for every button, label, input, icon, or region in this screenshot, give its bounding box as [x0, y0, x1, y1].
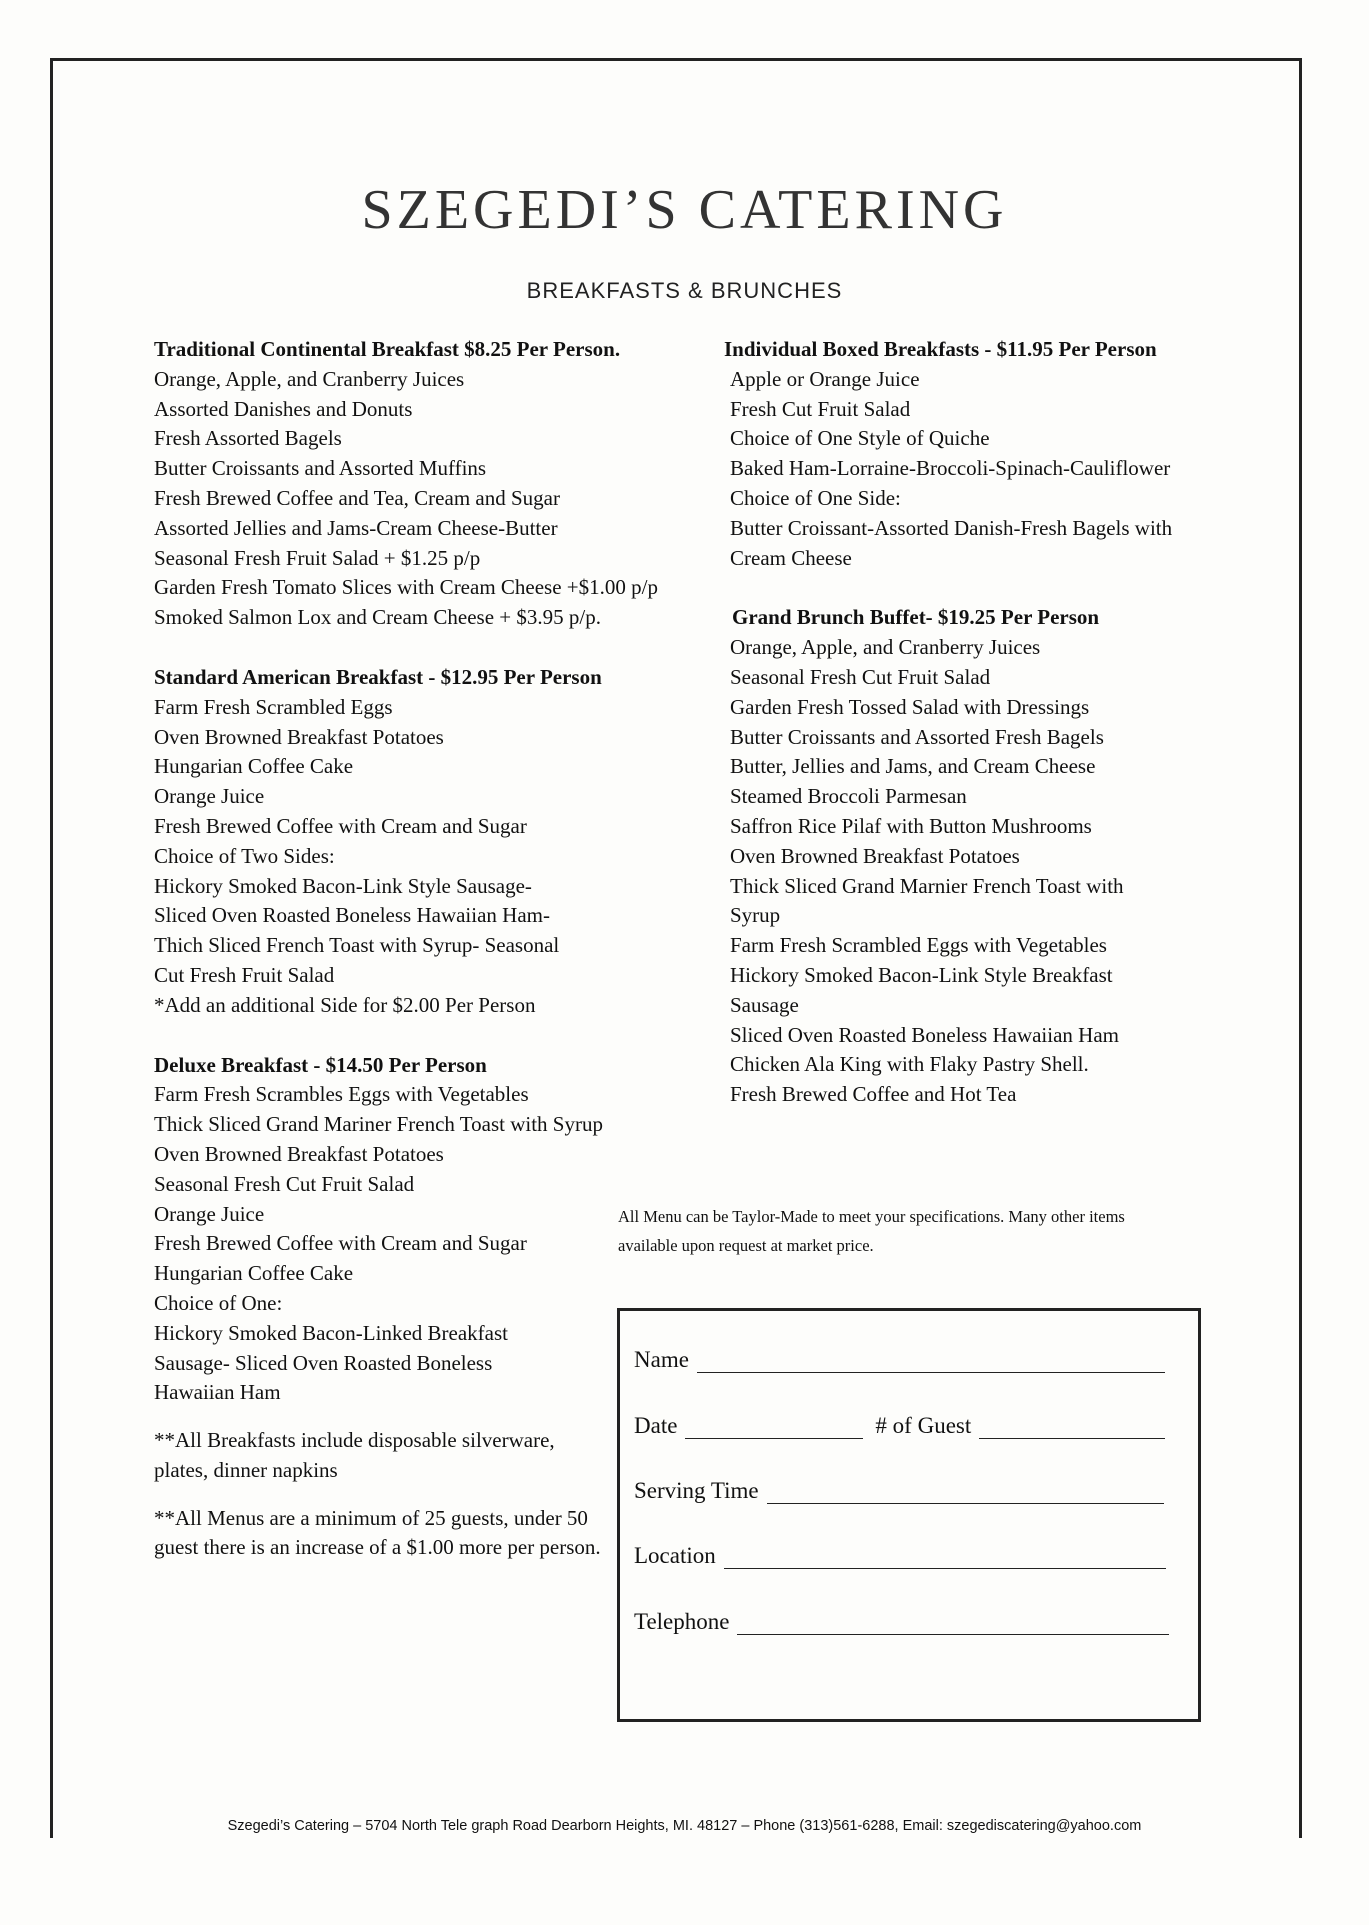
page-title: SZEGEDI’S CATERING: [361, 179, 1008, 241]
menu-item: Assorted Danishes and Donuts: [154, 396, 413, 421]
menu-item: Seasonal Fresh Cut Fruit Salad: [730, 664, 991, 689]
menu-item: Hickory Smoked Bacon-Linked Breakfast: [154, 1320, 508, 1345]
date-field[interactable]: [685, 1416, 863, 1439]
date-label: Date: [634, 1413, 678, 1438]
menu-item: Thich Sliced French Toast with Syrup- Seasonal: [154, 933, 560, 958]
menu-item: Chicken Ala King with Flaky Pastry Shell.: [730, 1052, 1089, 1077]
american-heading: Standard American Breakfast - $12.95 Per Person: [154, 664, 602, 689]
menu-item: Fresh Assorted Bagels: [154, 426, 342, 451]
continental-heading: Traditional Continental Breakfast $8.25 Per Person.: [154, 337, 621, 361]
menu-item: Fresh Cut Fruit Salad: [730, 396, 911, 421]
menu-item: Fresh Brewed Coffee with Cream and Sugar: [154, 813, 527, 838]
menu-item: Farm Fresh Scrambled Eggs: [154, 694, 393, 719]
menu-item: Hungarian Coffee Cake: [154, 754, 354, 779]
menu-item: Thick Sliced Grand Mariner French Toast with Syrup: [154, 1112, 603, 1137]
boxed-heading: Individual Boxed Breakfasts - $11.95 Per Person: [724, 337, 1157, 361]
menu-item: Orange, Apple, and Cranberry Juices: [730, 635, 1041, 660]
menu-item: Choice of Two Sides:: [154, 843, 335, 868]
american-list: [154, 693, 714, 1021]
menu-item: Orange Juice: [154, 1201, 265, 1226]
menu-item: Fresh Brewed Coffee and Hot Tea: [730, 1082, 1017, 1107]
name-label: Name: [634, 1347, 689, 1372]
brunch-heading: Grand Brunch Buffet- $19.25 Per Person: [732, 605, 1100, 630]
menu-item: Hawaiian Ham: [154, 1380, 281, 1405]
location-row: [634, 1543, 1166, 1569]
boxed-list: [724, 365, 1214, 574]
location-label: Location: [634, 1543, 716, 1568]
menu-item: Fresh Brewed Coffee and Tea, Cream and Sugar: [154, 485, 560, 510]
menu-item: Garden Fresh Tossed Salad with Dressings: [730, 694, 1090, 719]
menu-item: Butter Croissant-Assorted Danish-Fresh Bagels with Cream Cheese: [730, 515, 1173, 570]
deluxe-heading: Deluxe Breakfast - $14.50 Per Person: [154, 1052, 487, 1077]
menu-item: Butter Croissants and Assorted Muffins: [154, 456, 487, 481]
serving-time-row: [634, 1478, 1164, 1504]
right-column: [724, 335, 1214, 1110]
footer-contact: Szegedi’s Catering – 5704 North Tele graph Road Dearborn Heights, MI. 48127 – Phone (313)561-6288, Email: szegediscatering@yahoo.com: [227, 1818, 1142, 1834]
menu-item: Hickory Smoked Bacon-Link Style Breakfast Sausage: [730, 962, 1113, 1017]
name-field[interactable]: [697, 1350, 1165, 1373]
menu-item: Choice of One:: [154, 1290, 283, 1315]
menu-item: Steamed Broccoli Parmesan: [730, 784, 967, 809]
menu-item: Butter Croissants and Assorted Fresh Bagels: [730, 724, 1104, 749]
order-form: [617, 1308, 1201, 1722]
menu-item: Orange, Apple, and Cranberry Juices: [154, 366, 465, 391]
menu-item: Thick Sliced Grand Marnier French Toast with Syrup: [730, 873, 1124, 928]
menu-item: Apple or Orange Juice: [730, 366, 920, 391]
minimum-guests-note: **All Menus are a minimum of 25 guests, under 50 guest there is an increase of a $1.00 more per person.: [154, 1505, 601, 1560]
menu-item: Assorted Jellies and Jams-Cream Cheese-Butter: [154, 515, 558, 540]
continental-list: [154, 365, 714, 633]
silverware-note: **All Breakfasts include disposable silverware, plates, dinner napkins: [154, 1428, 555, 1482]
menu-item: Oven Browned Breakfast Potatoes: [730, 843, 1020, 868]
menu-item: Hungarian Coffee Cake: [154, 1261, 354, 1286]
brunch-list: [724, 633, 1150, 1110]
menu-item: Farm Fresh Scrambled Eggs with Vegetables: [730, 933, 1107, 958]
telephone-field[interactable]: [737, 1612, 1169, 1635]
telephone-label: Telephone: [634, 1609, 730, 1634]
menu-item: Smoked Salmon Lox and Cream Cheese + $3.95 p/p.: [154, 605, 601, 630]
menu-item: Sliced Oven Roasted Boneless Hawaiian Ham: [730, 1022, 1119, 1047]
menu-item: Choice of One Style of Quiche: [730, 426, 990, 451]
menu-item: *Add an additional Side for $2.00 Per Person: [154, 992, 536, 1017]
menu-item: Choice of One Side:: [730, 485, 901, 510]
menu-item: Baked Ham-Lorraine-Broccoli-Spinach-Cauliflower: [730, 456, 1171, 481]
menu-item: Saffron Rice Pilaf with Button Mushrooms: [730, 813, 1092, 838]
menu-item: Garden Fresh Tomato Slices with Cream Cheese +$1.00 p/p: [154, 575, 658, 600]
menu-item: Butter, Jellies and Jams, and Cream Cheese: [730, 754, 1096, 779]
page-subtitle: BREAKFASTS & BRUNCHES: [526, 278, 843, 303]
location-field[interactable]: [724, 1546, 1166, 1569]
menu-item: Orange Juice: [154, 784, 265, 809]
telephone-row: [634, 1609, 1169, 1635]
menu-item: Seasonal Fresh Cut Fruit Salad: [154, 1171, 415, 1196]
guests-label: # of Guest: [875, 1413, 972, 1438]
menu-item: Farm Fresh Scrambles Eggs with Vegetables: [154, 1082, 529, 1107]
menu-item: Sausage- Sliced Oven Roasted Boneless: [154, 1350, 493, 1375]
menu-item: Seasonal Fresh Fruit Salad + $1.25 p/p: [154, 545, 481, 570]
name-row: [634, 1347, 1165, 1373]
menu-item: Oven Browned Breakfast Potatoes: [154, 724, 444, 749]
serving-time-label: Serving Time: [634, 1478, 759, 1503]
menu-item: Oven Browned Breakfast Potatoes: [154, 1141, 444, 1166]
menu-item: Fresh Brewed Coffee with Cream and Sugar: [154, 1231, 527, 1256]
menu-item: Sliced Oven Roasted Boneless Hawaiian Ham-: [154, 903, 550, 928]
date-guests-row: [634, 1413, 1165, 1439]
guests-field[interactable]: [979, 1416, 1165, 1439]
serving-time-field[interactable]: [767, 1481, 1164, 1504]
menu-item: Cut Fresh Fruit Salad: [154, 962, 335, 987]
taylor-made-note: All Menu can be Taylor-Made to meet your specifications. Many other items available upon request at market price.: [618, 1207, 1125, 1255]
menu-item: Hickory Smoked Bacon-Link Style Sausage-: [154, 873, 532, 898]
